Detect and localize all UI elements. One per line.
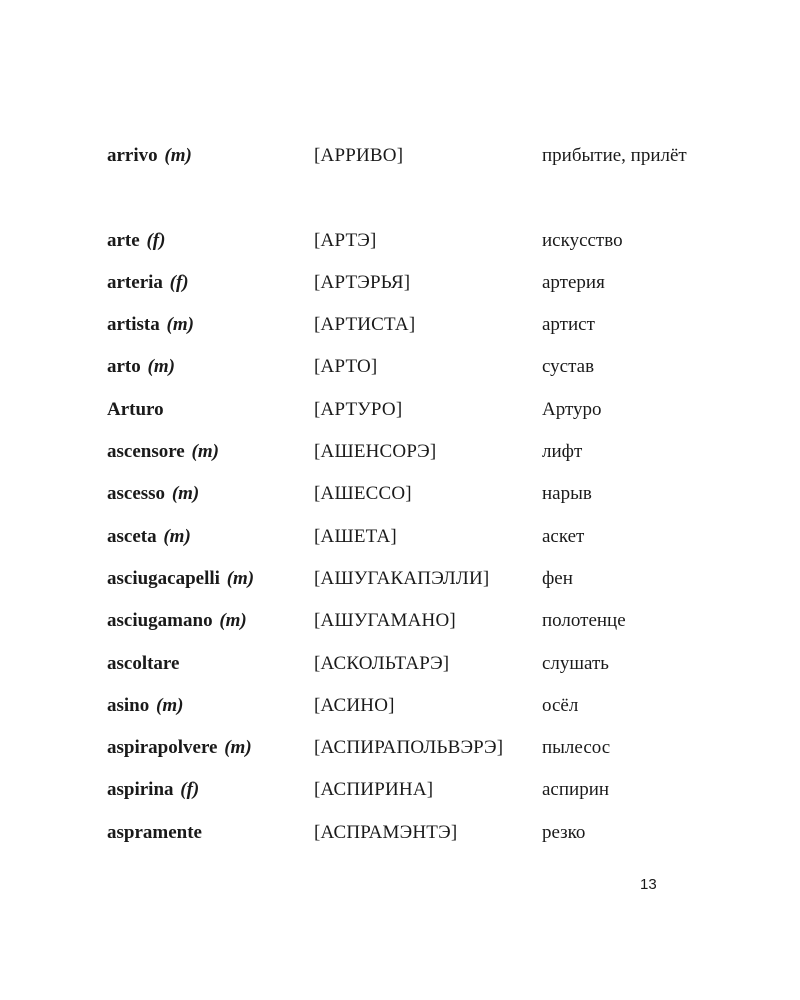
entry-headword-cell <box>107 225 165 257</box>
entry-word: arto <box>107 356 141 378</box>
entry-meaning: фен <box>542 567 573 589</box>
entry-word: asciugamano <box>107 610 213 632</box>
entry-gender: (m) <box>147 356 175 378</box>
entry-headword-cell <box>107 605 247 637</box>
entry-gender: (f) <box>146 229 166 251</box>
entry-word: asceta <box>107 525 157 547</box>
entry-transcription: [АСИНО] <box>314 694 395 716</box>
entry-gender: (m) <box>156 694 184 716</box>
entry-meaning: сустав <box>542 356 595 378</box>
entry-transcription: [АШУГАКАПЭЛЛИ] <box>314 567 490 589</box>
entry-word: asciugacapelli <box>107 567 220 589</box>
entry-gender: (m) <box>166 314 194 336</box>
dictionary-entry <box>107 436 687 478</box>
entry-word: ascensore <box>107 441 185 463</box>
dictionary-entry <box>107 521 687 563</box>
entry-meaning: слушать <box>542 652 609 674</box>
entry-meaning: аскет <box>542 525 585 547</box>
dictionary-entry <box>107 394 687 436</box>
dictionary-entry <box>107 478 687 520</box>
entry-meaning: искусство <box>542 229 623 251</box>
entry-meaning: нарыв <box>542 483 592 505</box>
page-number: 13 <box>640 876 657 893</box>
entry-transcription: [АШЕНСОРЭ] <box>314 441 437 463</box>
entry-headword-cell <box>107 394 164 426</box>
entry-word: arte <box>107 229 140 251</box>
entry-headword-cell <box>107 436 219 468</box>
entry-meaning: артерия <box>542 271 605 293</box>
entry-headword-cell <box>107 774 199 806</box>
entry-headword-cell <box>107 817 202 849</box>
entry-gender: (m) <box>224 737 252 759</box>
entry-transcription: [АРТЭ] <box>314 229 377 251</box>
dictionary-entries <box>107 140 687 859</box>
entry-headword-cell <box>107 521 191 553</box>
entry-gender: (m) <box>191 441 219 463</box>
entry-meaning: прибытие, прилёт <box>542 145 687 166</box>
entry-word: asino <box>107 694 150 716</box>
entry-gender: (f) <box>169 271 189 293</box>
entry-transcription: [АРТИСТА] <box>314 314 416 336</box>
dictionary-entry <box>107 648 687 690</box>
dictionary-entry <box>107 563 687 605</box>
entry-transcription: [АСПРАМЭНТЭ] <box>314 821 458 843</box>
entry-meaning: артист <box>542 314 595 336</box>
entry-headword-cell <box>107 563 254 595</box>
entry-transcription: [АРРИВО] <box>314 145 404 166</box>
entry-transcription: [АРТЭРЬЯ] <box>314 271 411 293</box>
dictionary-entry <box>107 140 687 225</box>
entry-meaning: лифт <box>542 441 583 463</box>
entry-gender: (m) <box>164 145 192 166</box>
entry-word: aspirina <box>107 779 174 801</box>
entry-meaning: полотенце <box>542 610 626 632</box>
entry-headword-cell <box>107 732 252 764</box>
entry-word: Arturo <box>107 398 164 420</box>
dictionary-entry <box>107 690 687 732</box>
entry-meaning: Артуро <box>542 398 602 420</box>
entry-transcription: [АСКОЛЬТАРЭ] <box>314 652 450 674</box>
entry-headword-cell <box>107 351 175 383</box>
entry-gender: (m) <box>226 567 255 589</box>
dictionary-entry <box>107 309 687 351</box>
entry-headword-cell <box>107 140 192 172</box>
entry-transcription: [АШЕТА] <box>314 525 397 547</box>
entry-transcription: [АРТО] <box>314 356 378 378</box>
dictionary-entry <box>107 605 687 647</box>
entry-word: ascoltare <box>107 652 180 674</box>
entry-transcription: [АШУГАМАНО] <box>314 610 456 632</box>
entry-transcription: [АСПИРИНА] <box>314 779 434 801</box>
entry-meaning: осёл <box>542 694 579 716</box>
entry-meaning: аспирин <box>542 779 610 801</box>
entry-gender: (m) <box>163 525 191 547</box>
entry-meaning: пылесос <box>542 737 611 759</box>
dictionary-entry <box>107 351 687 393</box>
entry-gender: (m) <box>219 610 247 632</box>
entry-transcription: [АШЕССО] <box>314 483 412 505</box>
entry-word: aspramente <box>107 821 202 843</box>
entry-gender: (m) <box>171 483 200 505</box>
dictionary-entry <box>107 225 687 267</box>
entry-gender: (f) <box>180 779 200 801</box>
entry-meaning: резко <box>542 821 586 843</box>
dictionary-entry <box>107 774 687 816</box>
entry-headword-cell <box>107 309 194 341</box>
entry-transcription: [АРТУРО] <box>314 398 403 420</box>
entry-word: artista <box>107 314 160 336</box>
entry-word: ascesso <box>107 483 166 505</box>
dictionary-entry <box>107 817 687 859</box>
entry-headword-cell <box>107 267 189 299</box>
entry-word: arrivo <box>107 145 158 166</box>
entry-headword-cell <box>107 648 179 680</box>
entry-headword-cell <box>107 478 199 510</box>
entry-headword-cell <box>107 690 183 722</box>
dictionary-entry <box>107 267 687 309</box>
entry-word: arteria <box>107 271 163 293</box>
entry-transcription: [АСПИРАПОЛЬВЭРЭ] <box>314 737 504 759</box>
entry-word: aspirapolvere <box>107 737 218 759</box>
dictionary-entry <box>107 732 687 774</box>
